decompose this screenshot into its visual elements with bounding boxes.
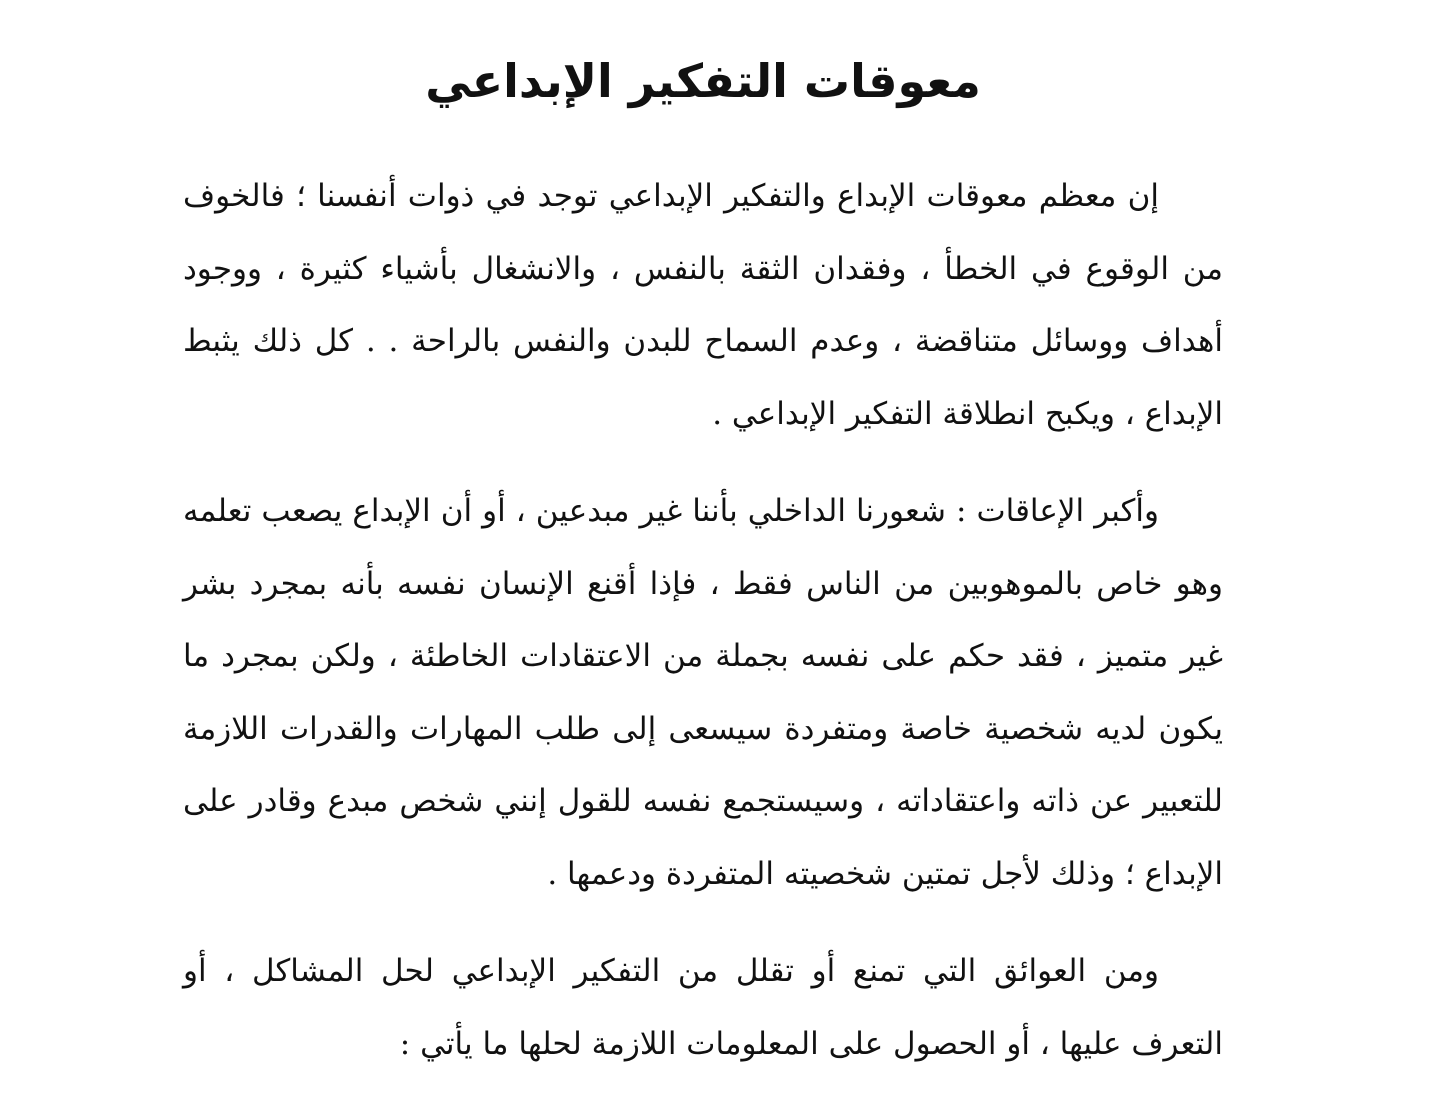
paragraph-2: وأكبر الإعاقات : شعورنا الداخلي بأننا غير مبدعين ، أو أن الإبداع يصعب تعلمه وهو خاص بالموهوبين من الناس فقط ، فإذا أقنع الإنسان نفسه بأنه بمجرد بشر غير متميز ، فقد حكم على نفسه بجملة من الاعتقادات الخاطئة ، ولكن بمجرد ما يكون لديه شخصية خاصة ومتفردة سيسعى إلى طلب المهارات والقدرات اللازمة للتعبير عن ذاته واعتقاداته ، وسيستجمع نفسه للقول إنني شخص مبدع وقادر على الإبداع ؛ وذلك لأجل تمتين شخصيته المتفردة ودعمها .: [183, 493, 1223, 892]
body-text: [183, 160, 1223, 1105]
page-title: معوقات التفكير الإبداعي: [425, 54, 981, 108]
document-page: [183, 0, 1223, 1062]
paragraph-3: ومن العوائق التي تمنع أو تقلل من التفكير الإبداعي لحل المشاكل ، أو التعرف عليها ، أو الحصول على المعلومات اللازمة لحلها ما يأتي :: [183, 953, 1223, 1062]
paragraph-1: إن معظم معوقات الإبداع والتفكير الإبداعي توجد في ذوات أنفسنا ؛ فالخوف من الوقوع في الخطأ ، وفقدان الثقة بالنفس ، والانشغال بأشياء كثيرة ، ووجود أهداف ووسائل متناقضة ، وعدم السماح للبدن والنفس بالراحة . . كل ذلك يثبط الإبداع ، ويكبح انطلاقة التفكير الإبداعي .: [183, 178, 1223, 432]
